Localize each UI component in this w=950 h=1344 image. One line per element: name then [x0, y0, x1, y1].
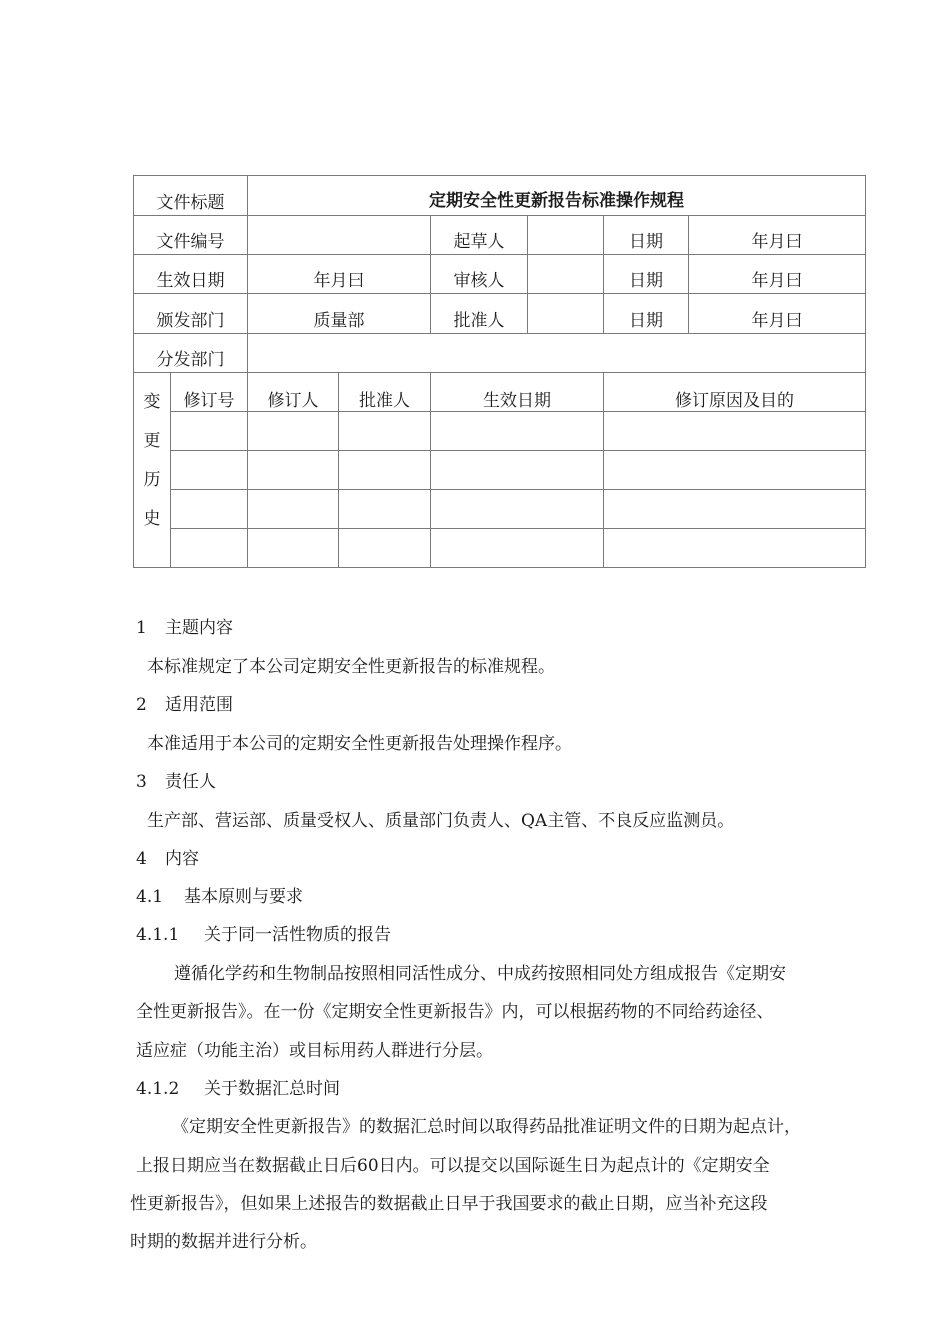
history-label: 变 更 历 史 — [134, 373, 171, 568]
title-label: 文件标题 — [134, 176, 248, 216]
paragraph-line: 《定期安全性更新报告》的数据汇总时间以取得药品批准证明文件的日期为起点计， — [172, 1117, 801, 1137]
date-label-3: 日期 — [604, 294, 689, 334]
approver-label: 批准人 — [431, 294, 528, 334]
table-row — [134, 451, 866, 490]
table-row — [134, 412, 866, 451]
effective-value: 年月曰 — [248, 255, 431, 294]
history-col-approver: 批准人 — [339, 373, 431, 412]
history-col-revision-no: 修订号 — [171, 373, 248, 412]
paragraph-line: 上报日期应当在数据截止日后60日内。可以提交以国际诞生日为起点计的《定期安全 — [136, 1156, 770, 1176]
history-col-reason: 修订原因及目的 — [604, 373, 866, 412]
section-4-heading: 4 内容 — [136, 849, 199, 869]
date-label-2: 日期 — [604, 255, 689, 294]
history-col-effective-date: 生效日期 — [431, 373, 604, 412]
paragraph-line: 时期的数据并进行分析。 — [130, 1232, 317, 1252]
approver-value — [528, 294, 604, 334]
section-1-text: 本标准规定了本公司定期安全性更新报告的标准规程。 — [147, 657, 555, 677]
document-title: 定期安全性更新报告标准操作规程 — [248, 176, 866, 216]
number-label: 文件编号 — [134, 216, 248, 255]
distribution-value — [248, 334, 866, 373]
section-3-text: 生产部、营运部、质量受权人、质量部门负责人、QA主管、不良反应监测员。 — [147, 811, 735, 831]
paragraph-line: 适应症（功能主治）或目标用药人群进行分层。 — [136, 1041, 493, 1061]
date-value-1: 年月曰 — [689, 216, 866, 255]
reviewer-value — [528, 255, 604, 294]
section-4-1-1-heading: 4.1.1 关于同一活性物质的报告 — [136, 925, 391, 945]
section-1-heading: 1 主题内容 — [136, 618, 233, 638]
date-label-1: 日期 — [604, 216, 689, 255]
reviewer-label: 审核人 — [431, 255, 528, 294]
history-col-reviser: 修订人 — [248, 373, 339, 412]
paragraph-line: 性更新报告》，但如果上述报告的数据截止日早于我国要求的截止日期，应当补充这段 — [130, 1194, 768, 1214]
date-value-3: 年月曰 — [689, 294, 866, 334]
section-3-heading: 3 责任人 — [136, 772, 216, 792]
section-4-1-heading: 4.1 基本原则与要求 — [136, 887, 303, 907]
drafter-label: 起草人 — [431, 216, 528, 255]
number-value — [248, 216, 431, 255]
section-2-heading: 2 适用范围 — [136, 695, 233, 715]
document-header-table — [133, 175, 866, 568]
paragraph-line: 遵循化学药和生物制品按照相同活性成分、中成药按照相同处方组成报告《定期安 — [174, 964, 786, 984]
issuing-value: 质量部 — [248, 294, 431, 334]
drafter-value — [528, 216, 604, 255]
section-4-1-2-heading: 4.1.2 关于数据汇总时间 — [136, 1079, 340, 1099]
date-value-2: 年月曰 — [689, 255, 866, 294]
section-2-text: 本准适用于本公司的定期安全性更新报告处理操作程序。 — [147, 734, 572, 754]
paragraph-line: 全性更新报告》。在一份《定期安全性更新报告》内，可以根据药物的不同给药途径、 — [136, 1002, 774, 1022]
table-row — [134, 529, 866, 568]
effective-label: 生效日期 — [134, 255, 248, 294]
table-row — [134, 490, 866, 529]
distribution-label: 分发部门 — [134, 334, 248, 373]
issuing-label: 颁发部门 — [134, 294, 248, 334]
